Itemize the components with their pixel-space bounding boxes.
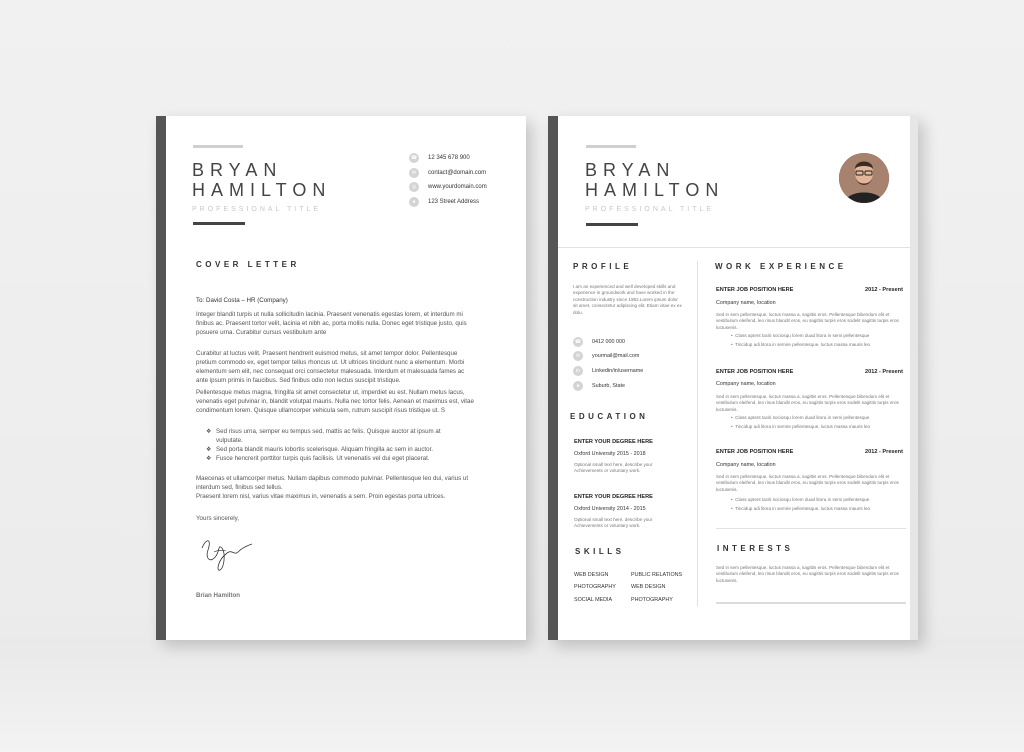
education-2-desc: Optional small text here, describe your Achievements or voluntary work. [574,517,653,529]
job-3-desc: Sed in sem pellentesque, luctus massa a, sagittis eros. Pellentesque bibendum elit et vestibulum eleifend, leo risus blandit eros, eu sagittis turpis eros sodelit sagittis turpis eros luctusenis. [716,474,899,492]
contact-address-text: 123 Street Address [428,199,480,205]
bullet-text: Class aptent taciti sociosqu lorem duad litora in semi pellentesque [735,415,870,420]
header-bottom-rule [586,223,638,226]
page-spine [156,116,166,640]
signature-image [196,534,256,574]
resume-contact-phone-text: 0412 000 000 [592,339,625,345]
first-name: BRYAN [192,160,283,180]
globe-icon: ◎ [409,182,419,192]
education-2-degree: ENTER YOUR DEGREE HERE [574,494,653,500]
resume-contact-phone [573,337,625,347]
list-item [206,445,466,454]
professional-title: PROFESSIONAL TITLE [192,206,322,213]
job-2-desc: Sed in sem pellentesque, luctus massa a, sagittis eros. Pellentesque bibendum elit et vestibulum eleifend, leo risus blandit eros, eu sagittis turpis eros sodelit sagittis turpis eros luctusenis. [716,394,899,412]
last-name: HAMILTON [192,180,332,200]
mail-icon: ✉ [573,351,583,361]
contact-email [409,168,486,178]
cover-letter-heading: COVER LETTER [196,260,300,269]
contact-address [409,197,479,207]
skill-item: SOCIAL MEDIA [574,597,613,603]
education-heading: EDUCATION [570,412,649,421]
header-bottom-rule [193,222,245,225]
floor-background [0,640,1024,752]
interests-bottom-rule [716,602,906,604]
recipient-line: To: David Costa – HR (Company) [196,297,288,304]
job-3-position: ENTER JOB POSITION HERE [716,449,794,455]
job-2-position: ENTER JOB POSITION HERE [716,369,794,375]
bullet-text: Tincidup adi litora in semire pellentesque, luctus massa mauris leo [735,506,871,511]
profile-text: I am an experienced and well developed skills and experience in groundwork and have worked in the construction industry since 1982.Lorem ipsum dolor sit amet, consectetur adipiscing elit. Etiam vitae ex ex dolu. [573,284,682,315]
job-3-bullet-2: • Tincidup adi litora in semire pellentesque, luctus massa mauris leo [731,506,871,511]
interests-heading: INTERESTS [717,544,794,553]
letter-paragraph-3: Pellentesque metus magna, fringilla sit amet consectetur ut, imperdiet eu est. Nullam metus lacus, venenatis eget pulvinar in, blandit volutpat mauris. Nulla nec tortor felis. Aenean et maximus est, vitae condimentum lorem. Quisque ullamcorper vehicula sem, rutrum suscipit risus tristique ut. S [196,389,474,414]
letter-paragraph-1: Integer blandit turpis ut nulla sollicitudin lacinia. Praesent venenatis egestas lorem, et interdum mi finibus ac. Praesent tortor velit, lacinia et nibh ac, porta mollis nulla. Donec eget tristique justo, quis posuere urna. Curabitur cursus vestibulum ante [196,311,467,336]
professional-title: PROFESSIONAL TITLE [585,206,715,213]
phone-icon: ☎ [410,155,418,161]
resume-contact-email-text: yourmail@mail.com [592,353,640,359]
diamond-bullet-icon: ❖ [206,428,212,435]
location-pin-icon: ● [409,197,419,207]
resume-contact-linkedin [573,366,643,376]
letter-paragraph-4: Maecenas et ullamcorper metus. Nullam dapibus commodo pulvinar. Pellentesque leo dui, varius ut interdum sed, finibus sed tellus. [196,475,469,491]
bullet-text: Class aptent taciti sociosqu lorem duad litora in semi pellentesque [735,333,870,338]
location-pin-icon: ● [573,381,583,391]
contact-website-text: www.yourdomain.com [428,184,487,190]
header-divider [558,247,918,248]
bullet-text: Class aptent taciti sociosqu lorem duad litora in semi pellentesque [735,497,870,502]
resume-contact-linkedin-text: Linkedin/in/username [592,368,644,374]
job-1-company: Company name, location [716,300,776,306]
contact-email-text: contact@domain.com [428,170,487,176]
phone-icon: ☎ [574,339,582,345]
education-2-school: Oxford University 2014 - 2015 [574,506,646,512]
job-2-bullet-2: • Tincidup adi litora in semire pellentesque, luctus massa mauris leo [731,424,871,429]
skill-item: WEB DESIGN [574,572,609,578]
job-3-date: 2012 - Present [865,449,903,455]
diamond-bullet-icon: ❖ [206,446,212,453]
job-1-bullet-1: • Class aptent taciti sociosqu lorem duad litora in semi pellentesque [731,333,870,338]
skill-item: WEB DESIGN [631,584,666,590]
job-1-position: ENTER JOB POSITION HERE [716,287,794,293]
skill-item: PUBLIC RELATIONS [631,572,683,578]
work-experience-heading: WORK EXPERIENCE [715,262,847,271]
resume-contact-email [573,351,639,361]
bullet-text: Fusce hencrerit porttitor turpis quis facilisis. Ut venenatis vel dui eget placerat. [216,455,430,462]
skills-heading: SKILLS [575,547,625,556]
job-3-bullet-1: • Class aptent taciti sociosqu lorem duad litora in semi pellentesque [731,497,870,502]
cover-letter-page [156,116,526,640]
resume-contact-location [573,381,625,391]
education-1-degree: ENTER YOUR DEGREE HERE [574,439,653,445]
person-avatar-icon [839,153,889,203]
diamond-bullet-icon: ❖ [206,455,212,462]
interests-top-rule [716,528,906,529]
education-1-desc: Optional small text here, describe your Achievements or voluntary work. [574,462,653,474]
job-1-bullet-2: • Tincidup adi litora in semire pellentesque, luctus massa mauris leo [731,342,871,347]
job-1-desc: Sed in sem pellentesque, luctus massa a, sagittis eros. Pellentesque bibendum elit et vestibulum eleifend, leo risus blandit eros, eu sagittis turpis eros sodelit sagittis turpis eros luctusenis. [716,312,899,330]
job-2-company: Company name, location [716,381,776,387]
contact-phone [409,153,470,163]
bullet-text: Sed porta blandit mauris lobortis scelerisque. Aliquam fringilla ac sem in auctor. [216,446,434,453]
profile-heading: PROFILE [573,262,633,271]
bullet-text: Tincidup adi litora in semire pellentesque, luctus massa mauris leo [735,424,871,429]
profile-photo [839,153,889,203]
last-name: HAMILTON [585,180,725,200]
skill-item: PHOTOGRAPHY [631,597,673,603]
job-2-bullet-1: • Class aptent taciti sociosqu lorem duad litora in semi pellentesque [731,415,870,420]
resume-page [548,116,918,640]
first-name: BRYAN [585,160,676,180]
list-item [206,454,466,463]
bullet-text: Sed risus urna, semper eu tempus sed, mattis ac felis. Quisque auctor at ipsum at vulputate. [216,428,441,444]
job-3-company: Company name, location [716,462,776,468]
job-1-date: 2012 - Present [865,287,903,293]
header-top-rule [193,145,243,148]
right-grey-band [910,116,918,640]
job-2-date: 2012 - Present [865,369,903,375]
closing-line: Yours sincerely, [196,515,239,522]
resume-contact-location-text: Suburb, State [592,383,625,389]
skill-item: PHOTOGRAPHY [574,584,616,590]
letter-paragraph-5: Praesent lorem nisl, varius vitae maximus in, venenatis a sem. Proin egestas porta ultrices. [196,493,446,500]
letter-bullet-list [206,427,466,463]
page-spine [548,116,558,640]
header-top-rule [586,145,636,148]
letter-paragraph-2: Curabitur at luctus velit. Praesent hendrerit euismod metus, sit amet tempor dolor. Pellentesque pretium commodo ex, eget tempor tellus rhoncus ut. Ut ultrices tincidunt nunc a elementum. Morbi elementum sem elit, nec consequat orci consectetur malesuada. Interdum et malesuada fames ac ante ipsum primis in faucibus. Sed finibus odio non lectus suscipit tristique. [196,350,465,384]
interests-text: Sed in sem pellentesque, luctus massa a, sagittis eros. Pellentesque bibendum elit et vestibulum eleifend, leo risus blandit eros, eu sagittis turpis eros sodelit sagittis turpis eros luctusenis. [716,565,899,583]
column-divider [697,261,698,606]
contact-phone-text: 12 345 678 900 [428,155,470,161]
education-1-school: Oxford University 2015 - 2018 [574,451,646,457]
mail-icon: ✉ [409,168,419,178]
bullet-text: Tincidup adi litora in semire pellentesque, luctus massa mauris leo [735,342,871,347]
signature-name: Brian Hamilton [196,592,241,599]
name-block [192,160,331,213]
resume-name-block [585,160,724,213]
linkedin-icon: in [573,366,583,376]
list-item [206,427,466,445]
contact-website [409,182,487,192]
